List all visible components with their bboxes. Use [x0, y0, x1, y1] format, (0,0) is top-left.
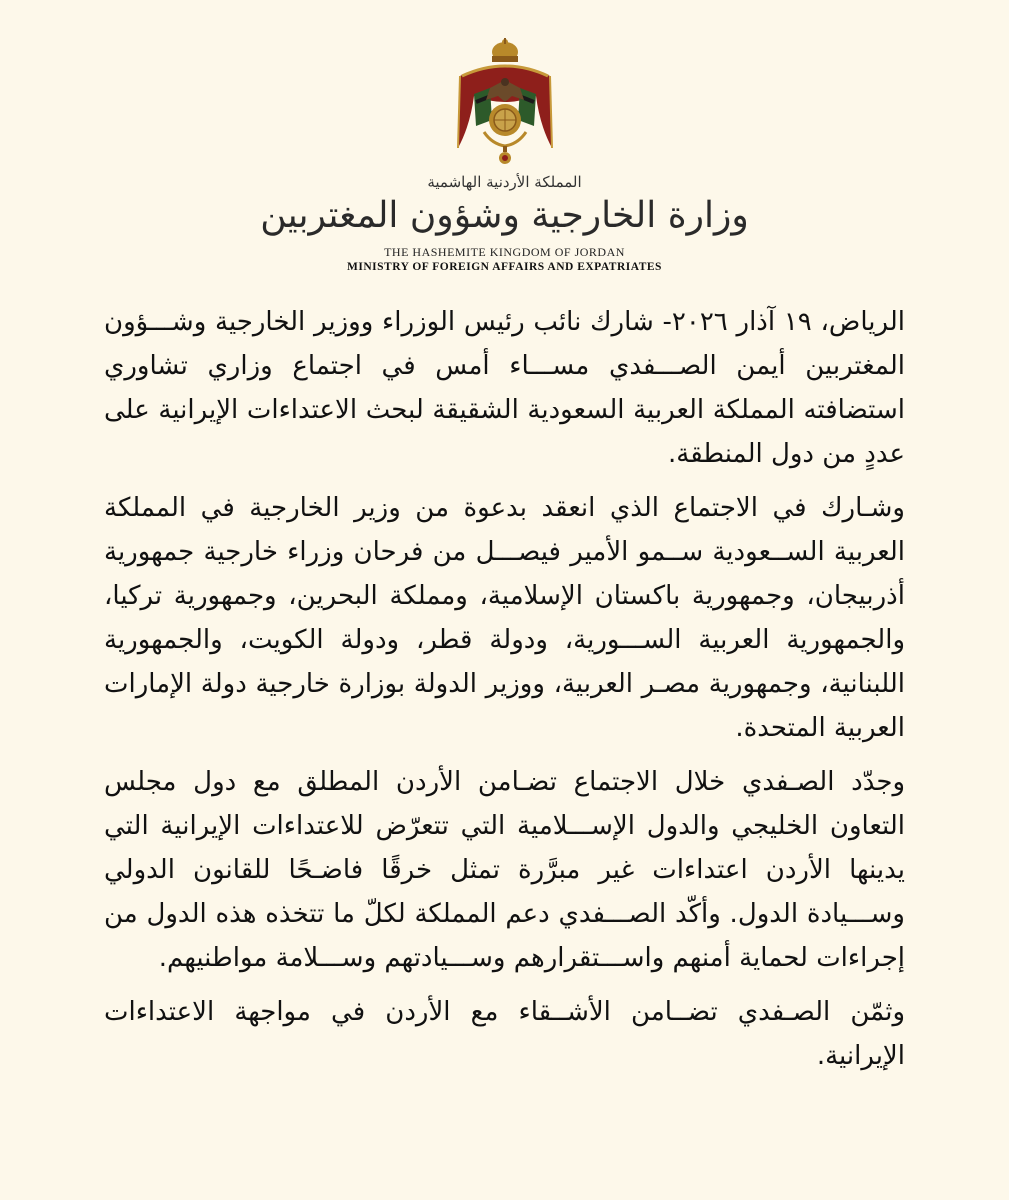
jordan-coat-of-arms-icon [440, 36, 570, 166]
letterhead [0, 36, 1009, 275]
statement-body [104, 300, 905, 1088]
order-medal [499, 146, 511, 164]
kingdom-name-arabic: المملكة الأردنية الهاشمية [427, 173, 582, 191]
ministry-name-english: MINISTRY OF FOREIGN AFFAIRS AND EXPATRIATES [347, 261, 662, 273]
ministry-name-arabic: وزارة الخارجية وشؤون المغتربين [260, 195, 749, 236]
crown [492, 38, 518, 62]
paragraph-2: وشـارك في الاجتماع الذي انعقد بدعوة من وزير الخارجية في المملكة العربية الســعودية ســمو الأمير فيصـــل من فرحان وزراء خارجية جمهورية أذربيجان، وجمهورية باكستان الإسلامية، ومملكة البحرين، وجمهورية تركيا، والجمهورية العربية الســـورية، ودولة قطر، ودولة الكويت، والجمهورية اللبنانية، وجمهورية مصـر العربية، ووزير الدولة بوزارة خارجية دولة الإمارات العربية المتحدة. [104, 493, 905, 743]
paragraph-3: وجدّد الصـفدي خلال الاجتماع تضـامن الأردن المطلق مع دول مجلس التعاون الخليجي والدول الإســـلامية التي تتعرّض للاعتداءات الإيرانية التي يدينها الأردن اعتداءات غير مبرَّرة تمثل خرقًا فاضـحًا للقانون الدولي وســـيادة الدول. وأكّد الصـــفدي دعم المملكة لكلّ ما تتخذه هذه الدول من إجراءات لحماية أمنهم واســـتقرارهم وســـيادتهم وســـلامة مواطنيهم. [104, 767, 905, 973]
paragraph-1: الرياض، ١٩ آذار ٢٠٢٦- شارك نائب رئيس الوزراء ووزير الخارجية وشـــؤون المغتربين أيمن الصـــفدي مســـاء أمس في اجتماع وزاري تشاوري استضافته المملكة العربية السعودية الشقيقة لبحث الاعتداءات الإيرانية على عددٍ من دول المنطقة. [104, 307, 905, 469]
paragraph-4: وثمّن الصـفدي تضــامن الأشــقاء مع الأردن في مواجهة الاعتداءات الإيرانية. [104, 997, 905, 1071]
kingdom-name-english: THE HASHEMITE KINGDOM OF JORDAN [384, 245, 625, 259]
